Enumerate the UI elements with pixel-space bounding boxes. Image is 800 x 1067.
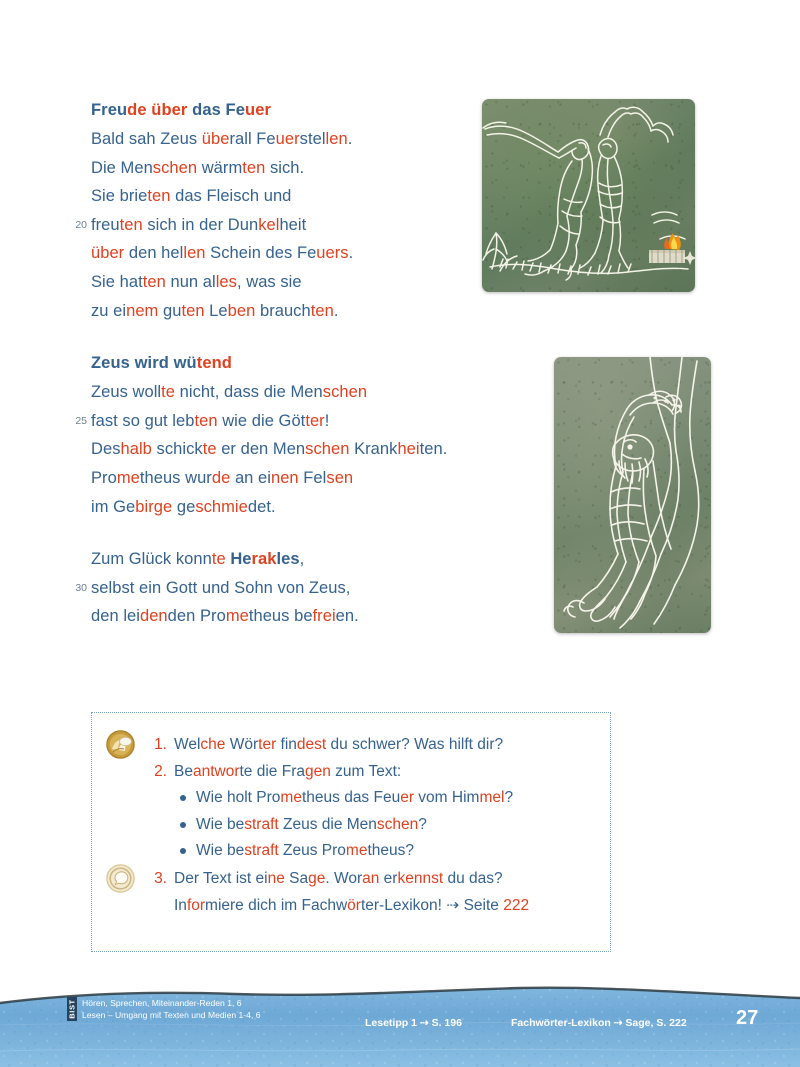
- footer-lesetipp-reference[interactable]: Lesetipp 1 ⇢ S. 196: [365, 1017, 462, 1029]
- text-run: , was sie: [236, 272, 302, 291]
- text-run: sen: [326, 468, 354, 487]
- text-run: uers: [316, 244, 349, 263]
- text-line: [91, 545, 456, 574]
- text-run: nicht, dass die Men: [175, 383, 323, 402]
- text-run: Zeus wird wü: [91, 354, 197, 373]
- text-run: straft: [244, 815, 279, 833]
- text-run: rak: [251, 550, 277, 569]
- text-run: den lei: [91, 607, 140, 626]
- text-run: In: [174, 896, 187, 914]
- text-run: ge: [308, 869, 326, 887]
- text-run: ten: [181, 301, 205, 320]
- line-text: [91, 378, 456, 407]
- text-run: det.: [247, 497, 276, 516]
- text-run: du schwer? Was hilft dir?: [326, 736, 504, 753]
- text-run: tend: [196, 354, 232, 373]
- text-run: Bald sah Zeus: [91, 130, 202, 148]
- illustration-line-art: [482, 99, 695, 292]
- text-run: schmie: [195, 497, 248, 516]
- text-run: me: [116, 468, 140, 487]
- text-run: me: [345, 842, 368, 859]
- text-run: ü: [201, 130, 211, 148]
- text-run: ben: [227, 301, 256, 320]
- text-run: schen: [305, 440, 350, 459]
- text-run: den Pro: [167, 607, 226, 626]
- text-run: hei: [397, 440, 420, 459]
- text-run: ?: [418, 815, 427, 833]
- reading-text-column: [75, 96, 456, 631]
- line-text: [91, 464, 456, 493]
- text-run: theus das Feu: [301, 789, 401, 806]
- line-text: [91, 602, 456, 631]
- text-run: fin: [276, 736, 297, 753]
- text-run: sich in der Dun: [142, 215, 259, 234]
- text-run: gen: [304, 763, 331, 780]
- text-run: uer: [245, 101, 271, 119]
- exercise-subitem: [196, 838, 610, 865]
- text-run: ten: [119, 215, 143, 234]
- bullet-icon: [180, 795, 186, 801]
- text-run: stel: [299, 130, 326, 148]
- text-run: ten: [147, 187, 171, 206]
- text-run: ten: [142, 272, 166, 291]
- text-run: dich im Fachw: [243, 896, 348, 914]
- footer-lexikon-reference[interactable]: Fachwörter-Lexikon ⇢ Sage, S. 222: [511, 1017, 687, 1029]
- exercise-item: [92, 731, 610, 758]
- text-run: ten.: [419, 440, 448, 459]
- text-run: ter-Lexikon!: [360, 896, 447, 914]
- text-line: [91, 493, 456, 522]
- exercise-number: 2.: [154, 763, 167, 780]
- text-run: Krank: [349, 440, 398, 459]
- stanza-freude-ueber-das-feuer: [75, 96, 456, 325]
- text-run: 222: [503, 896, 530, 914]
- text-run: zu ei: [91, 301, 127, 320]
- exercise-box: [91, 712, 611, 952]
- text-run: antwor: [192, 763, 240, 780]
- text-run: den: [139, 607, 168, 626]
- text-run: ten: [194, 411, 218, 430]
- line-text: [91, 268, 456, 297]
- line-number: 25: [75, 414, 87, 427]
- text-run: te: [202, 440, 217, 459]
- text-run: Fel: [298, 468, 327, 487]
- text-run: rall Fe: [229, 130, 276, 148]
- partner-speaking-icon: [106, 730, 135, 759]
- text-run: er den Men: [216, 440, 306, 459]
- text-run: frei: [312, 607, 336, 626]
- text-run: Zeus die Men: [278, 815, 377, 833]
- text-run: selbst ein Gott und Sohn von Zeus,: [91, 578, 351, 597]
- exercise-text: [174, 865, 610, 892]
- text-run: nem: [126, 301, 159, 320]
- text-run: fast so gut leb: [91, 411, 195, 430]
- text-run: uer: [275, 130, 300, 148]
- text-run: for: [186, 896, 206, 914]
- text-run: ter: [258, 736, 277, 753]
- text-run: He: [230, 550, 252, 569]
- text-run: .: [348, 244, 354, 263]
- text-run: Zeus Pro: [278, 842, 346, 859]
- text-run: ge: [172, 497, 196, 516]
- fire-detail: [649, 233, 695, 265]
- illustration-line-art: [554, 357, 711, 633]
- text-run: brauch: [255, 301, 311, 320]
- text-run: de: [211, 468, 231, 487]
- text-run: ,: [299, 550, 305, 569]
- text-run: Zum Glück konn: [91, 550, 212, 569]
- text-run: Wie holt Pro: [196, 789, 281, 806]
- text-run: ber: [100, 244, 125, 263]
- line-text: [91, 182, 456, 211]
- text-run: les: [215, 272, 237, 291]
- text-run: en.: [335, 607, 359, 626]
- text-run: ⇢: [446, 896, 460, 914]
- text-run: Wie be: [196, 815, 245, 833]
- text-run: gu: [158, 301, 182, 320]
- text-run: Pro: [91, 468, 117, 487]
- text-run: nen: [270, 468, 299, 487]
- text-run: Der Text ist ei: [174, 869, 268, 887]
- text-line: [91, 239, 456, 268]
- text-run: Sie brie: [91, 187, 148, 206]
- text-run: sich.: [265, 158, 305, 177]
- bist-lines: [82, 997, 261, 1021]
- text-run: Des: [91, 440, 121, 459]
- text-line: [91, 602, 456, 631]
- bist-standards-block: [67, 997, 261, 1021]
- text-run: Sa: [284, 869, 309, 887]
- text-line: [91, 435, 456, 464]
- text-line: [75, 574, 456, 603]
- text-run: ü: [91, 244, 101, 263]
- text-run: wärm: [197, 158, 243, 177]
- text-run: ne: [267, 869, 285, 887]
- stanza-zeus-wird-wuetend: [75, 349, 456, 521]
- exercise-subitem: [196, 785, 610, 812]
- text-run: ör: [347, 896, 361, 914]
- bist-tab: [67, 997, 77, 1021]
- text-run: te: [161, 383, 176, 402]
- text-run: ten: [242, 158, 266, 177]
- text-run: über: [151, 101, 188, 119]
- bist-line-1: Hören, Sprechen, Miteinander-Reden 1, 6: [82, 998, 242, 1008]
- line-text: [91, 297, 456, 326]
- text-run: kennst: [397, 869, 444, 887]
- footer-content: [0, 985, 800, 1067]
- line-text: [91, 407, 456, 436]
- text-line: [75, 211, 456, 240]
- text-run: te die Fra: [239, 763, 305, 780]
- text-run: Freu: [91, 101, 128, 119]
- exercise-subitem: [196, 812, 610, 839]
- text-run: Be: [174, 763, 193, 780]
- exercise-item: [92, 758, 610, 865]
- line-text: [91, 125, 456, 154]
- text-run: Wie be: [196, 842, 245, 859]
- line-text: [91, 239, 456, 268]
- text-run: Le: [204, 301, 228, 320]
- exercise-text: [174, 758, 610, 785]
- text-run: len: [183, 244, 206, 263]
- text-line: [91, 182, 456, 211]
- text-run: das Fleisch und: [170, 187, 292, 206]
- stanza-heading: [91, 349, 456, 377]
- bist-line-2: Lesen – Umgang mit Texten und Medien 1-4, 6: [82, 1010, 261, 1020]
- exercise-item: [92, 865, 610, 919]
- prometheus-gefesselt-illustration: [554, 357, 711, 633]
- text-run: theus be: [248, 607, 313, 626]
- exercise-text: [174, 731, 610, 758]
- text-run: dest: [296, 736, 327, 753]
- feuerfest-illustration: [482, 99, 695, 292]
- line-text: [91, 545, 456, 574]
- line-text: [91, 154, 456, 183]
- text-run: schick: [151, 440, 203, 459]
- text-run: de: [127, 101, 152, 119]
- text-run: . Wor: [325, 869, 363, 887]
- text-run: .: [347, 130, 353, 148]
- text-run: miere: [205, 896, 244, 914]
- text-run: zum Text:: [330, 763, 402, 780]
- page-footer: [0, 985, 800, 1067]
- text-run: im Ge: [91, 497, 136, 516]
- text-run: len: [325, 130, 348, 148]
- text-run: che: [200, 736, 226, 753]
- text-run: straft: [244, 842, 279, 859]
- text-run: Zeus woll: [91, 383, 162, 402]
- exercise-number: 3.: [154, 869, 167, 887]
- text-run: Die Men: [91, 158, 153, 177]
- speech-bubble-icon: [106, 864, 135, 893]
- text-run: mel: [479, 789, 505, 806]
- text-run: Wör: [225, 736, 259, 753]
- text-run: nun al: [165, 272, 216, 291]
- text-run: er: [379, 869, 398, 887]
- exercise-continuation: [174, 892, 610, 919]
- text-run: er: [400, 789, 414, 806]
- line-number: 20: [75, 218, 87, 231]
- text-run: te: [211, 550, 226, 569]
- text-run: das Fe: [187, 101, 246, 119]
- text-run: ten: [310, 301, 334, 320]
- text-run: .: [333, 301, 339, 320]
- bullet-icon: [180, 848, 186, 854]
- text-run: vom Him: [414, 789, 480, 806]
- bullet-icon: [180, 822, 186, 828]
- text-run: theus wur: [139, 468, 212, 487]
- line-text: [91, 493, 456, 522]
- text-run: kel: [258, 215, 280, 234]
- text-run: !: [324, 411, 330, 430]
- text-run: Schein des Fe: [205, 244, 317, 263]
- text-line: [91, 378, 456, 407]
- text-line: [91, 154, 456, 183]
- text-run: ter: [305, 411, 325, 430]
- exercise-list: [92, 713, 610, 919]
- line-text: [91, 574, 456, 603]
- text-run: heit: [279, 215, 307, 234]
- line-text: [91, 435, 456, 464]
- text-run: schen: [322, 383, 368, 402]
- bist-tab-label: BIST: [67, 999, 77, 1019]
- text-line: [91, 125, 456, 154]
- text-run: du das?: [443, 869, 503, 887]
- text-line: [91, 464, 456, 493]
- exercise-number: 1.: [154, 736, 167, 753]
- stanza-heading: [91, 96, 456, 124]
- text-line: [91, 297, 456, 326]
- text-run: Wel: [174, 736, 201, 753]
- text-run: schen: [376, 815, 419, 833]
- text-line: [91, 268, 456, 297]
- text-run: den hel: [124, 244, 184, 263]
- text-run: be: [211, 130, 230, 148]
- text-line: [75, 407, 456, 436]
- text-run: Sie hat: [91, 272, 143, 291]
- text-run: theus?: [367, 842, 414, 859]
- text-run: birge: [135, 497, 173, 516]
- stanza-herakles: [75, 545, 456, 631]
- text-run: freu: [91, 215, 120, 234]
- text-run: ?: [504, 789, 514, 806]
- line-number: 30: [75, 581, 87, 594]
- text-run: schen: [152, 158, 198, 177]
- text-run: wie die Göt: [217, 411, 306, 430]
- text-run: an ei: [230, 468, 271, 487]
- text-run: me: [280, 789, 302, 806]
- text-run: me: [225, 607, 249, 626]
- text-run: halb: [120, 440, 152, 459]
- text-run: les: [276, 550, 300, 569]
- text-run: Seite: [459, 896, 504, 914]
- line-text: [91, 211, 456, 240]
- page-number: 27: [736, 1007, 759, 1029]
- text-run: an: [362, 869, 380, 887]
